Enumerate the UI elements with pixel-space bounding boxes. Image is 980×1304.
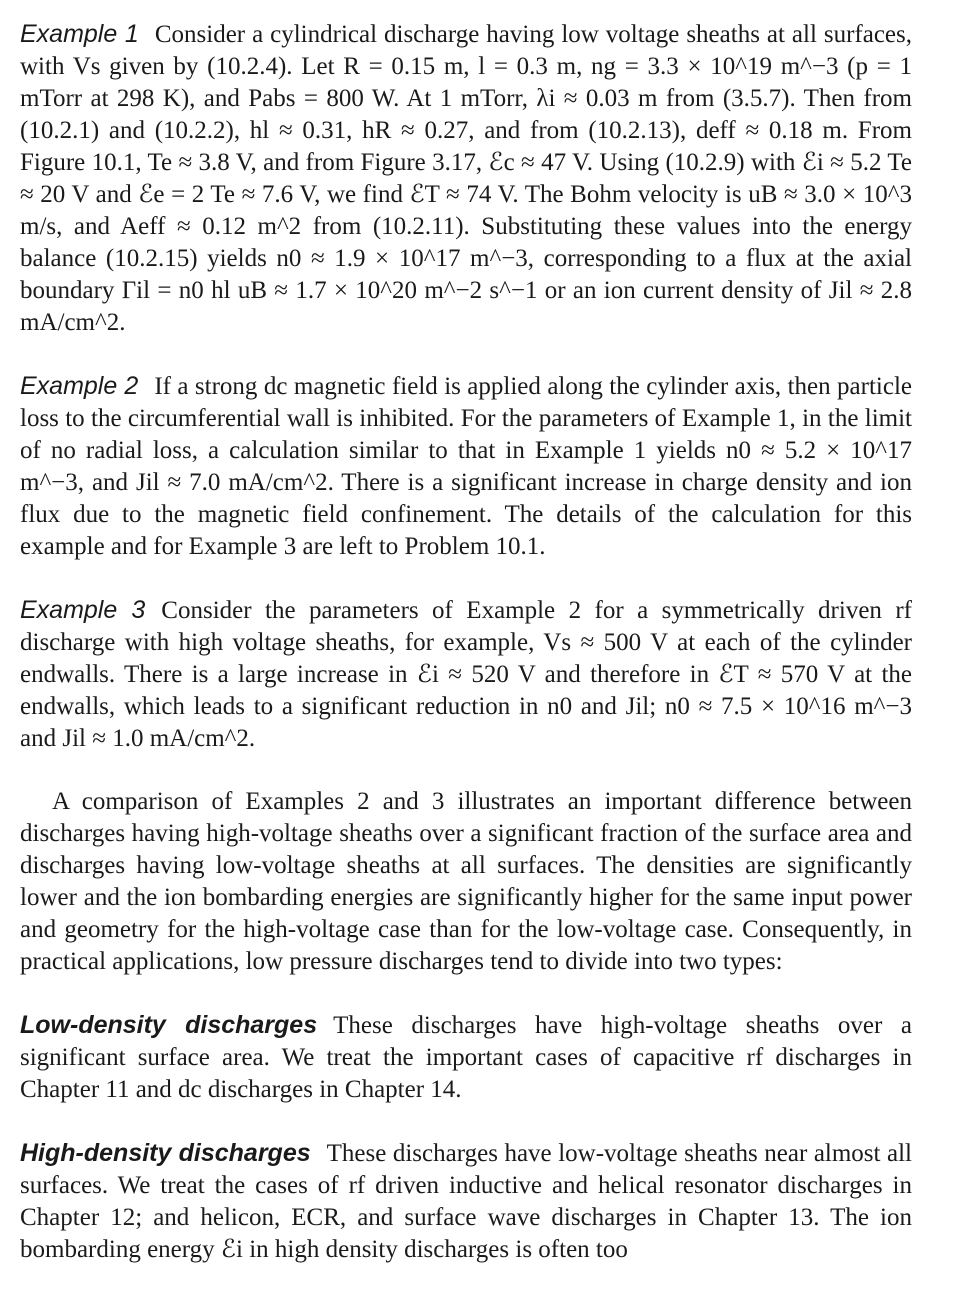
page-body xyxy=(20,18,912,1266)
example-1-heading: Example 1 xyxy=(20,20,139,48)
low-density-text: These discharges have high-voltage sheaths over a significant surface area. We treat the important cases of capacitive rf discharges in Chapter 11 and dc discharges in Chapter 14. xyxy=(20,1012,912,1103)
example-2-heading: Example 2 xyxy=(20,372,139,400)
example-2-paragraph xyxy=(20,370,912,563)
example-1-text: Consider a cylindrical discharge having low voltage sheaths at all surfaces, with Vs given by (10.2.4). Let R = 0.15 m, l = 0.3 m, ng = 3.3 × 10^19 m^−3 (p = 1 mTorr at 298 K), and Pabs = 800 W. At 1 mTorr, λi ≈ 0.03 m from (3.5.7). Then from (10.2.1) and (10.2.2), hl ≈ 0.31, hR ≈ 0.27, and from (10.2.13), deff ≈ 0.18 m. From Figure 10.1, Te ≈ 3.8 V, and from Figure 3.17, ℰc ≈ 47 V. Using (10.2.9) with ℰi ≈ 5.2 Te ≈ 20 V and ℰe = 2 Te ≈ 7.6 V, we find ℰT ≈ 74 V. The Bohm velocity is uB ≈ 3.0 × 10^3 m/s, and Aeff ≈ 0.12 m^2 from (10.2.11). Substituting these values into the energy balance (10.2.15) yields n0 ≈ 1.9 × 10^17 m^−3, corresponding to a flux at the axial boundary Γil = n0 hl uB ≈ 1.7 × 10^20 m^−2 s^−1 or an ion current density of Jil ≈ 2.8 mA/cm^2. xyxy=(20,21,913,336)
example-3-text: Consider the parameters of Example 2 for a symmetrically driven rf discharge with high voltage sheaths, for example, Vs ≈ 500 V at each of the cylinder endwalls. There is a large increase in ℰi ≈ 520 V and therefore in ℰT ≈ 570 V at the endwalls, which leads to a significant reduction in n0 and Jil; n0 ≈ 7.5 × 10^16 m^−3 and Jil ≈ 1.0 mA/cm^2. xyxy=(20,597,912,752)
example-2-text: If a strong dc magnetic field is applied along the cylinder axis, then particle loss to the circumferential wall is inhibited. For the parameters of Example 1, in the limit of no radial loss, a calculation similar to that in Example 1 yields n0 ≈ 5.2 × 10^17 m^−3, and Jil ≈ 7.0 mA/cm^2. There is a significant increase in charge density and ion flux due to the magnetic field confinement. The details of the calculation for this example and for Example 3 are left to Problem 10.1. xyxy=(20,373,912,560)
high-density-text: These discharges have low-voltage sheaths near almost all surfaces. We treat the cases of rf driven inductive and helical resonator discharges in Chapter 12; and helicon, ECR, and surface wave discharges in Chapter 13. The ion bombarding energy ℰi in high density discharges is often too xyxy=(20,1140,912,1263)
high-density-paragraph xyxy=(20,1137,912,1266)
comparison-paragraph xyxy=(20,786,912,978)
low-density-paragraph xyxy=(20,1009,912,1106)
comparison-text: A comparison of Examples 2 and 3 illustrates an important difference between discharges having high-voltage sheaths over a significant fraction of the surface area and discharges having low-voltage sheaths at all surfaces. The densities are significantly lower and the ion bombarding energies are significantly higher for the same input power and geometry for the high-voltage case than for the low-voltage case. Consequently, in practical applications, low pressure discharges tend to divide into two types: xyxy=(20,788,912,975)
low-density-heading: Low-density discharges xyxy=(20,1011,318,1039)
example-3-heading: Example 3 xyxy=(20,596,146,624)
example-1-paragraph xyxy=(20,18,912,339)
example-3-paragraph xyxy=(20,594,912,755)
high-density-heading: High-density discharges xyxy=(20,1139,311,1167)
